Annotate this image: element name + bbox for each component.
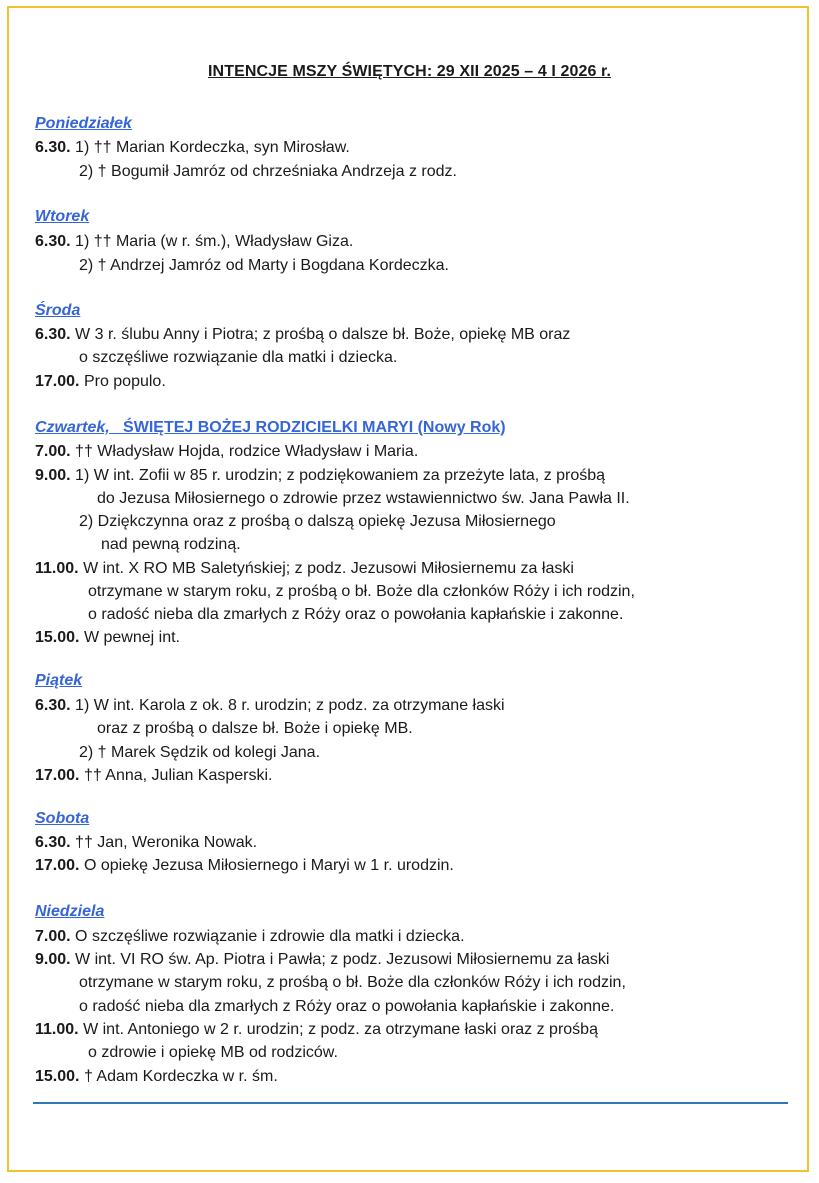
mass-time: 6.30. bbox=[35, 326, 71, 343]
intention-line: o zdrowie i opiekę MB od rodziców. bbox=[88, 1044, 338, 1061]
day-heading-wednesday: Środa bbox=[35, 302, 81, 319]
day-heading-friday: Piątek bbox=[35, 672, 83, 689]
intention-line: do Jezusa Miłosiernego o zdrowie przez wstawiennictwo św. Jana Pawła II. bbox=[97, 490, 630, 507]
mass-time: 6.30. bbox=[35, 139, 71, 156]
intention-line: 2) † Andrzej Jamróz od Marty i Bogdana Kordeczka. bbox=[79, 257, 449, 274]
intention-line: 2) Dziękczynna oraz z prośbą o dalszą opiekę Jezusa Miłosiernego bbox=[79, 513, 556, 530]
mass-time: 11.00. bbox=[35, 1021, 79, 1038]
intention-line: nad pewną rodziną. bbox=[101, 536, 241, 553]
intention-line: 11.00. W int. Antoniego w 2 r. urodzin; z podz. za otrzymane łaski oraz z prośbą bbox=[35, 1021, 598, 1038]
intention-line: 7.00. †† Władysław Hojda, rodzice Władysław i Maria. bbox=[35, 443, 419, 460]
intention-line: 17.00. †† Anna, Julian Kasperski. bbox=[35, 767, 273, 784]
intention-line: o szczęśliwe rozwiązanie dla matki i dziecka. bbox=[79, 349, 398, 366]
mass-time: 7.00. bbox=[35, 928, 71, 945]
intention-line: 6.30. 1) †† Marian Kordeczka, syn Mirosław. bbox=[35, 139, 350, 156]
page-title: INTENCJE MSZY ŚWIĘTYCH: 29 XII 2025 – 4 I 2026 r. bbox=[208, 63, 611, 80]
mass-time: 7.00. bbox=[35, 443, 71, 460]
intention-line: 7.00. O szczęśliwe rozwiązanie i zdrowie dla matki i dziecka. bbox=[35, 928, 465, 945]
intention-line: 2) † Marek Sędzik od kolegi Jana. bbox=[79, 744, 321, 761]
mass-time: 9.00. bbox=[35, 951, 71, 968]
intention-line: 2) † Bogumił Jamróz od chrześniaka Andrzeja z rodz. bbox=[79, 163, 457, 180]
mass-time: 17.00. bbox=[35, 857, 80, 874]
mass-time: 6.30. bbox=[35, 834, 71, 851]
mass-time: 17.00. bbox=[35, 373, 80, 390]
mass-time: 17.00. bbox=[35, 767, 80, 784]
day-heading-sunday: Niedziela bbox=[35, 903, 105, 920]
intention-line: 6.30. 1) †† Maria (w r. śm.), Władysław Giza. bbox=[35, 233, 354, 250]
mass-time: 6.30. bbox=[35, 697, 71, 714]
mass-time: 15.00. bbox=[35, 629, 80, 646]
intention-line: 6.30. †† Jan, Weronika Nowak. bbox=[35, 834, 258, 851]
mass-time: 6.30. bbox=[35, 233, 71, 250]
intention-line: otrzymane w starym roku, z prośbą o bł. Boże dla członków Róży i ich rodzin, bbox=[88, 583, 635, 600]
intention-line: 6.30. 1) W int. Karola z ok. 8 r. urodzin; z podz. za otrzymane łaski bbox=[35, 697, 505, 714]
bottom-divider bbox=[33, 1102, 788, 1104]
intention-line: oraz z prośbą o dalsze bł. Boże i opiekę MB. bbox=[97, 720, 413, 737]
intention-line: 6.30. W 3 r. ślubu Anny i Piotra; z prośbą o dalsze bł. Boże, opiekę MB oraz bbox=[35, 326, 571, 343]
intention-line: 15.00. † Adam Kordeczka w r. śm. bbox=[35, 1068, 278, 1085]
day-heading-thursday: Czwartek, ŚWIĘTEJ BOŻEJ RODZICIELKI MARYI (Nowy Rok) bbox=[35, 419, 506, 436]
intention-line: o radość nieba dla zmarłych z Róży oraz o powołania kapłańskie i zakonne. bbox=[88, 606, 624, 623]
day-heading-monday: Poniedziałek bbox=[35, 115, 132, 132]
intention-line: 9.00. 1) W int. Zofii w 85 r. urodzin; z podziękowaniem za przeżyte lata, z prośbą bbox=[35, 467, 606, 484]
intention-line: otrzymane w starym roku, z prośbą o bł. Boże dla członków Róży i ich rodzin, bbox=[79, 974, 626, 991]
intention-line: 9.00. W int. VI RO św. Ap. Piotra i Pawła; z podz. Jezusowi Miłosiernemu za łaski bbox=[35, 951, 610, 968]
day-heading-saturday: Sobota bbox=[35, 810, 90, 827]
mass-time: 15.00. bbox=[35, 1068, 80, 1085]
intention-line: o radość nieba dla zmarłych z Róży oraz o powołania kapłańskie i zakonne. bbox=[79, 998, 615, 1015]
mass-time: 11.00. bbox=[35, 560, 79, 577]
feast-name: ŚWIĘTEJ BOŻEJ RODZICIELKI MARYI (Nowy Rok) bbox=[123, 419, 506, 436]
mass-time: 9.00. bbox=[35, 467, 71, 484]
intention-line: 15.00. W pewnej int. bbox=[35, 629, 180, 646]
intention-line: 11.00. W int. X RO MB Saletyńskiej; z podz. Jezusowi Miłosiernemu za łaski bbox=[35, 560, 574, 577]
intention-line: 17.00. O opiekę Jezusa Miłosiernego i Maryi w 1 r. urodzin. bbox=[35, 857, 454, 874]
day-heading-tuesday: Wtorek bbox=[35, 208, 90, 225]
intention-line: 17.00. Pro populo. bbox=[35, 373, 166, 390]
